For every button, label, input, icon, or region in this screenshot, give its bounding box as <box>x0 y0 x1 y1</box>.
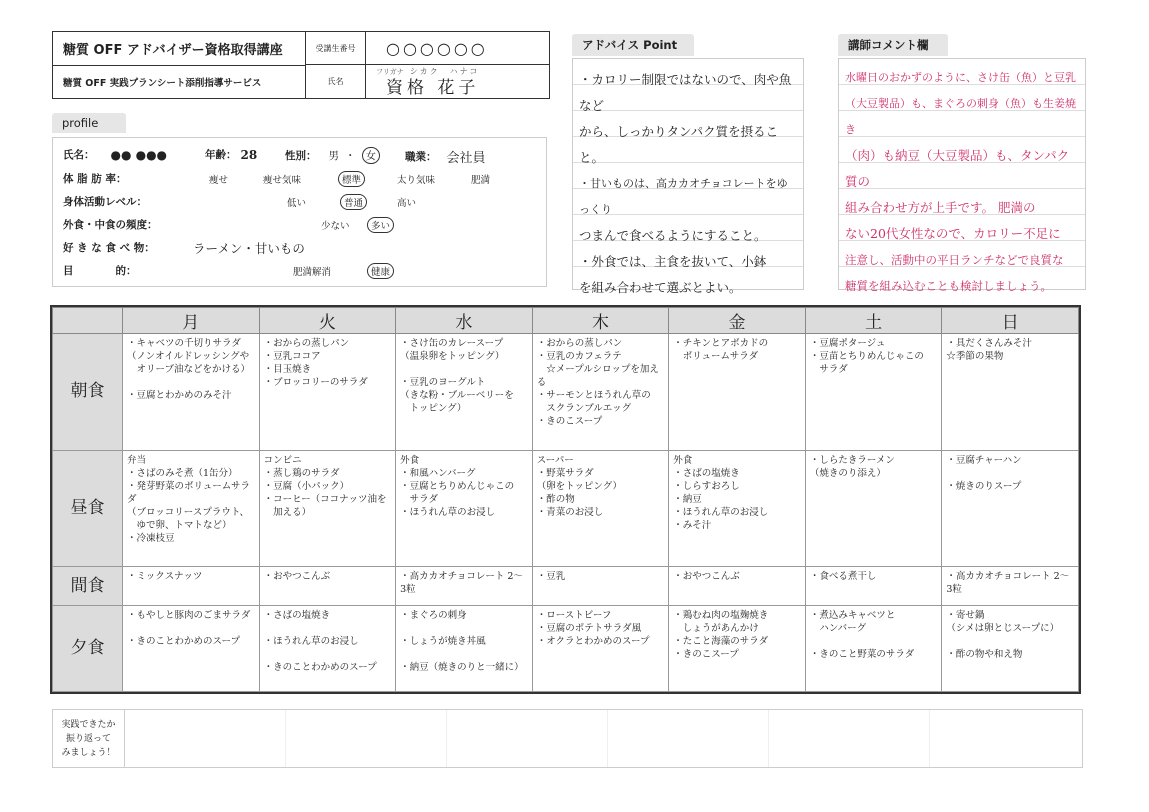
meal-cell[interactable]: ・高カカオチョコレート 2〜3粒 <box>942 567 1079 606</box>
meal-cell[interactable]: ・キャベツの千切りサラダ （ノンオイルドレッシングや オリーブ油などをかける） ・豆腐とわかめのみそ汁 <box>123 334 260 451</box>
meal-cell[interactable]: ・もやしと豚肉のごまサラダ ・きのことわかめのスープ <box>123 606 260 692</box>
reflection-writing-area[interactable] <box>125 710 1082 767</box>
meal-cell[interactable]: コンビニ ・蒸し鶏のサラダ ・豆腐（小パック） ・コーヒー（ココナッツ油を 加える） <box>259 450 396 567</box>
name-value: 資格 花子 <box>386 78 480 98</box>
favorite-label: 好 き な 食 べ 物： <box>63 242 155 254</box>
age-label: 年齢： <box>205 149 237 161</box>
meal-row-dinner <box>53 606 1079 692</box>
advice-line: ・外食では、主食を抜いて、小鉢 <box>579 254 767 269</box>
eatout-label: 外食・中食の頻度： <box>63 219 158 231</box>
meal-cell[interactable]: ・豆腐ポタージュ ・豆苗とちりめんじゃこの サラダ <box>805 334 942 451</box>
activity-label: 身体活動レベル： <box>63 196 147 208</box>
job-value: 会社員 <box>446 151 486 166</box>
meal-plan-table <box>50 305 1081 694</box>
furigana-line <box>376 66 479 77</box>
bodyfat-option-standard[interactable]: 標準 <box>338 171 365 187</box>
meal-cell[interactable]: ・食べる煮干し <box>805 567 942 606</box>
meal-cell[interactable]: ・チキンとアボカドの ボリュームサラダ <box>669 334 806 451</box>
course-subtitle: 糖質 OFF 実践プランシート添削指導サービス <box>63 77 262 89</box>
name-row <box>306 64 549 98</box>
meal-cell[interactable]: ・高カカオチョコレート 2〜3粒 <box>396 567 533 606</box>
profile-tab: profile <box>52 113 126 133</box>
activity-option-high[interactable]: 高い <box>397 198 417 209</box>
meal-row-snack <box>53 567 1079 606</box>
bodyfat-option-slightly-heavy[interactable]: 太り気味 <box>397 175 436 186</box>
day-header: 木 <box>532 308 669 334</box>
meal-cell[interactable]: ・具だくさんみそ汁 ☆季節の果物 <box>942 334 1079 451</box>
comment-line: （肉）も納豆（大豆製品）も、タンパク質の <box>845 148 1070 189</box>
comment-line: 糖質を組み込むことも検討しましょう。 <box>845 279 1052 293</box>
gender-label: 性別： <box>285 150 317 162</box>
meal-cell[interactable]: 外食 ・さばの塩焼き ・しらすおろし ・納豆 ・ほうれん草のお浸し ・みそ汁 <box>669 450 806 567</box>
furigana-label: フリガナ <box>376 68 404 76</box>
day-header: 火 <box>259 308 396 334</box>
meal-cell[interactable]: ・煮込みキャベツと ハンバーグ ・きのこと野菜のサラダ <box>805 606 942 692</box>
gender-female-option[interactable]: 女 <box>362 147 381 164</box>
profile-name-row <box>63 147 167 162</box>
student-number-row <box>306 32 549 64</box>
advice-line: ・カロリー制限ではないので、肉や魚など <box>579 72 792 113</box>
furigana-value: シカク ハナコ <box>409 67 480 76</box>
meal-row-label: 夕食 <box>53 606 123 692</box>
advice-line: つまんで食べるようにすること。 <box>579 228 767 243</box>
advice-line: ・甘いものは、高カカオチョコレートをゆっくり <box>579 177 788 216</box>
bodyfat-option-thin[interactable]: 痩せ <box>209 175 229 186</box>
age-value: 28 <box>240 147 258 162</box>
student-number-label: 受講生番号 <box>306 32 366 64</box>
advice-tab: アドバイス Point <box>572 34 694 56</box>
day-header: 水 <box>396 308 533 334</box>
meal-row-lunch <box>53 450 1079 567</box>
meal-cell[interactable]: ・さけ缶のカレースープ （温泉卵をトッピング） ・豆乳のヨーグルト （きな粉・ブルーベリーを トッピング） <box>396 334 533 451</box>
day-header: 土 <box>805 308 942 334</box>
name-value: ●● ●●● <box>110 147 168 162</box>
day-header: 日 <box>942 308 1079 334</box>
bodyfat-label: 体 脂 肪 率： <box>63 173 127 185</box>
name-field[interactable] <box>366 65 549 98</box>
day-header-row <box>53 308 1079 334</box>
eatout-option-many[interactable]: 多い <box>367 217 394 233</box>
bodyfat-option-obese[interactable]: 肥満 <box>471 175 491 186</box>
comment-tab: 講師コメント欄 <box>838 34 948 56</box>
meal-row-label: 昼食 <box>53 450 123 567</box>
meal-cell[interactable]: ・おやつこんぶ <box>669 567 806 606</box>
bodyfat-option-slightly-thin[interactable]: 痩せ気味 <box>263 175 302 186</box>
comment-line: ない20代女性なので、カロリー不足に <box>845 226 1061 241</box>
profile-box <box>52 137 547 287</box>
meal-cell[interactable]: ・ローストビーフ ・豆腐のポテトサラダ風 ・オクラとわかめのスープ <box>532 606 669 692</box>
day-header: 金 <box>669 308 806 334</box>
reflection-label: 実践できたか 振り返って みましょう！ <box>53 710 125 767</box>
profile-gender-row: 性別： 男 ・ 女 <box>285 147 380 164</box>
meal-cell[interactable]: スーパー ・野菜サラダ （卵をトッピング） ・酢の物 ・青菜のお浸し <box>532 450 669 567</box>
favorite-value: ラーメン・甘いもの <box>193 241 305 256</box>
meal-cell[interactable]: ・寄せ鍋 （シメは卵とじスープに） ・酢の物や和え物 <box>942 606 1079 692</box>
course-title: 糖質 OFF アドバイザー資格取得講座 <box>53 32 305 66</box>
name-label: 氏名 <box>306 65 366 98</box>
meal-cell[interactable]: ・おからの蒸しパン ・豆乳ココア ・目玉焼き ・ブロッコリーのサラダ <box>259 334 396 451</box>
meal-cell[interactable]: ・おやつこんぶ <box>259 567 396 606</box>
comment-box <box>838 58 1086 293</box>
course-info <box>53 32 306 98</box>
comment-line: 注意し、活動中の平日ランチなどで良質な <box>845 253 1064 267</box>
student-number-field[interactable] <box>366 32 549 64</box>
header-box <box>52 31 550 99</box>
activity-option-normal[interactable]: 普通 <box>340 194 367 210</box>
goal-option-health[interactable]: 健康 <box>367 263 394 279</box>
meal-cell[interactable]: ・豆腐チャーハン ・焼きのりスープ <box>942 450 1079 567</box>
student-info <box>306 32 549 98</box>
reflection-box <box>52 709 1083 768</box>
profile-job-row <box>405 147 486 166</box>
gender-male-option[interactable]: 男 <box>328 150 339 162</box>
comment-line: （大豆製品）も、まぐろの刺身（魚）も生姜焼き <box>845 97 1076 136</box>
meal-row-breakfast <box>53 334 1079 451</box>
goal-option-obesity[interactable]: 肥満解消 <box>293 267 332 278</box>
advice-line: から、しっかりタンパク質を摂ること。 <box>579 124 779 165</box>
day-header: 月 <box>123 308 260 334</box>
comment-line: 組み合わせ方が上手です。 肥満の <box>845 200 1036 215</box>
corner-cell <box>53 308 123 334</box>
student-number-value: ○○○○○○ <box>386 38 488 58</box>
meal-row-label: 朝食 <box>53 334 123 451</box>
meal-cell[interactable]: ・鶏むね肉の塩麹焼き しょうがあんかけ ・たこと海藻のサラダ ・きのこスープ <box>669 606 806 692</box>
meal-cell[interactable]: 外食 ・和風ハンバーグ ・豆腐とちりめんじゃこの サラダ ・ほうれん草のお浸し <box>396 450 533 567</box>
meal-cell[interactable]: ・豆乳 <box>532 567 669 606</box>
goal-label: 目 的： <box>63 265 137 277</box>
name-label: 氏名： <box>63 149 95 161</box>
meal-cell[interactable]: 弁当 ・さばのみそ煮（1缶分） ・発芽野菜のボリュームサラダ （ブロッコリースプラウト、 ゆで卵、トマトなど） ・冷凍枝豆 <box>123 450 260 567</box>
profile-age-row <box>205 147 257 162</box>
meal-row-label: 間食 <box>53 567 123 606</box>
meal-cell[interactable]: ・しらたきラーメン （焼きのり添え） <box>805 450 942 567</box>
meal-cell[interactable]: ・まぐろの刺身 ・しょうが焼き丼風 ・納豆（焼きのりと一緒に） <box>396 606 533 692</box>
advice-box <box>572 58 804 295</box>
meal-cell[interactable]: ・おからの蒸しパン ・豆乳のカフェラテ ☆メープルシロップを加える ・サーモンとほうれん草の スクランブルエッグ ・きのこスープ <box>532 334 669 451</box>
eatout-option-few[interactable]: 少ない <box>321 221 350 232</box>
meal-cell[interactable]: ・ミックスナッツ <box>123 567 260 606</box>
advice-line: を組み合わせて選ぶとよい。 <box>579 280 742 295</box>
comment-line: 水曜日のおかずのように、さけ缶（魚）と豆乳 <box>845 71 1076 84</box>
meal-cell[interactable]: ・さばの塩焼き ・ほうれん草のお浸し ・きのことわかめのスープ <box>259 606 396 692</box>
job-label: 職業： <box>405 151 437 163</box>
activity-option-low[interactable]: 低い <box>287 198 307 209</box>
